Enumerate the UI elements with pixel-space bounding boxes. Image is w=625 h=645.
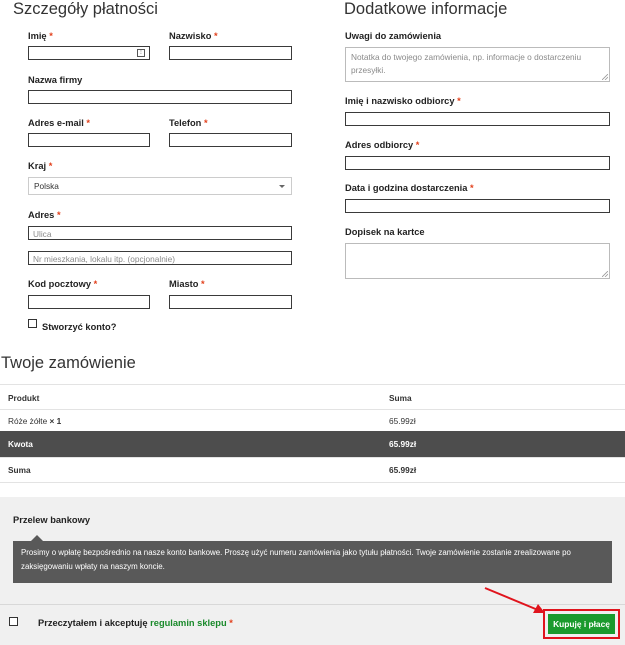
- order-title: Twoje zamówienie: [1, 354, 136, 372]
- street-field[interactable]: [28, 226, 292, 240]
- terms-text: Przeczytałem i akceptuję regulamin sklepu *: [38, 618, 233, 628]
- contact-card-icon[interactable]: ⁝: [137, 49, 145, 57]
- email-label: Adres e-mail *: [28, 118, 91, 128]
- sum-label: Suma: [8, 465, 31, 475]
- apartment-placeholder: Nr mieszkania, lokalu itp. (opcjonalnie): [33, 254, 176, 264]
- amount-label: Kwota: [8, 439, 33, 449]
- recipient-name-label: Imię i nazwisko odbiorcy *: [345, 96, 461, 106]
- annotation-arrow-icon: [482, 585, 548, 615]
- order-notes-label: Uwagi do zamówienia: [345, 31, 442, 41]
- country-label: Kraj *: [28, 161, 53, 171]
- card-note-textarea[interactable]: [345, 243, 610, 279]
- recipient-name-field[interactable]: [345, 112, 610, 126]
- address-label: Adres *: [28, 210, 61, 220]
- order-notes-textarea[interactable]: [345, 47, 610, 82]
- postcode-label: Kod pocztowy *: [28, 279, 98, 289]
- sum-value: 65.99zł: [389, 465, 417, 475]
- order-table-header: [0, 384, 625, 409]
- company-label: Nazwa firmy: [28, 75, 83, 85]
- country-value: Polska: [34, 181, 59, 191]
- delivery-datetime-label: Data i godzina dostarczenia *: [345, 183, 474, 193]
- apartment-field[interactable]: [28, 251, 292, 265]
- chevron-down-icon: [279, 185, 285, 188]
- payment-method-label[interactable]: Przelew bankowy: [13, 515, 90, 525]
- buy-and-pay-button[interactable]: Kupuję i płacę: [548, 614, 615, 634]
- email-field[interactable]: [28, 133, 150, 147]
- delivery-datetime-field[interactable]: [345, 199, 610, 213]
- city-field[interactable]: [169, 295, 292, 309]
- total-header: Suma: [389, 393, 412, 403]
- billing-title: Szczegóły płatności: [13, 0, 158, 18]
- first-name-field[interactable]: [28, 46, 150, 60]
- item-total: 65.99zł: [389, 416, 416, 426]
- last-name-field[interactable]: [169, 46, 292, 60]
- resize-grip-icon[interactable]: [602, 271, 608, 277]
- amount-value: 65.99zł: [389, 439, 417, 449]
- additional-info-title: Dodatkowe informacje: [344, 0, 508, 18]
- product-header: Produkt: [8, 393, 40, 403]
- terms-checkbox[interactable]: [9, 617, 18, 626]
- payment-description: Prosimy o wpłatę bezpośrednio na nasze konto bankowe. Proszę użyć numeru zamówienia jako tytułu płatności. Twoje zamówienie zostanie zrealizowane po zaksięgowaniu wpłaty na naszym koncie.: [13, 541, 612, 583]
- terms-link[interactable]: regulamin sklepu: [150, 618, 227, 628]
- street-placeholder: Ulica: [33, 229, 52, 239]
- create-account-label: Stworzyć konto?: [42, 322, 117, 332]
- city-label: Miasto *: [169, 279, 205, 289]
- country-select[interactable]: [28, 177, 292, 195]
- order-notes-placeholder: Notatka do twojego zamówienia, np. informacje o dostarczeniu przesyłki.: [351, 52, 582, 75]
- table-row: [0, 409, 625, 431]
- resize-grip-icon[interactable]: [602, 74, 608, 80]
- amount-row: [0, 431, 625, 457]
- first-name-label: Imię *: [28, 31, 53, 41]
- company-field[interactable]: [28, 90, 292, 104]
- postcode-field[interactable]: [28, 295, 150, 309]
- sum-row: [0, 457, 625, 483]
- phone-label: Telefon *: [169, 118, 208, 128]
- recipient-address-label: Adres odbiorcy *: [345, 140, 420, 150]
- item-name: Róże żółte × 1: [8, 416, 62, 426]
- phone-field[interactable]: [169, 133, 292, 147]
- last-name-label: Nazwisko *: [169, 31, 218, 41]
- create-account-checkbox[interactable]: [28, 319, 37, 328]
- card-note-label: Dopisek na kartce: [345, 227, 425, 237]
- recipient-address-field[interactable]: [345, 156, 610, 170]
